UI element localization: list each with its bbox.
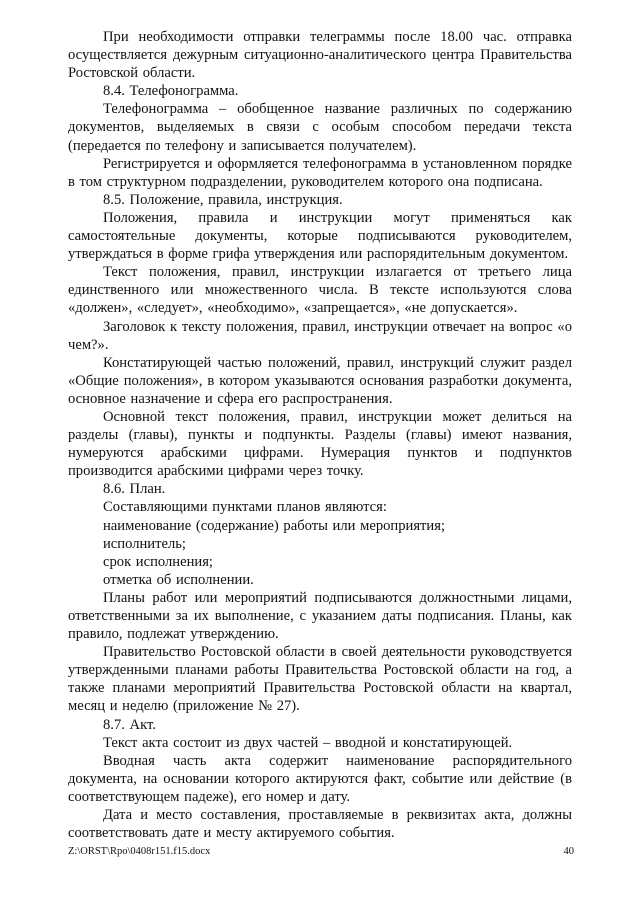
list-item: отметка об исполнении. <box>103 571 254 588</box>
list-item: срок исполнения; <box>103 553 213 570</box>
paragraph: Основной текст положения, правил, инструкции может делиться на разделы (главы), пункты и подпункты. Разделы (главы) имеют названия, нумеруются арабскими цифрами. Нумерация пунктов и подпунктов производится арабскими цифрами через точку. <box>68 408 572 480</box>
section-heading: 8.4. Телефонограмма. <box>103 83 239 100</box>
list-item: наименование (содержание) работы или мероприятия; <box>103 517 445 534</box>
paragraph: Телефонограмма – обобщенное название различных по содержанию документов, выделяемых в связи с особым способом передачи текста (передается по телефону и записывается получателем). <box>68 101 572 154</box>
paragraph: Положения, правила и инструкции могут применяться как самостоятельные документы, которые подписываются руководителем, утверждаться в форме грифа утверждения или распорядительным документом. <box>68 209 572 263</box>
section-heading: 8.5. Положение, правила, инструкция. <box>103 191 343 208</box>
section-heading: 8.6. План. <box>103 481 166 498</box>
paragraph: Дата и место составления, проставляемые в реквизитах акта, должны соответствовать дате и месту актируемого события. <box>68 807 572 842</box>
document-body <box>68 28 572 842</box>
paragraph: При необходимости отправки телеграммы после 18.00 час. отправка осуществляется дежурным ситуационно-аналитического центра Правительства Ростовской области. <box>68 29 572 82</box>
list-item: исполнитель; <box>103 535 186 552</box>
paragraph: Вводная часть акта содержит наименование распорядительного документа, на основании которого актируются факт, событие или действие (в соответствующем падеже), его номер и дату. <box>68 752 572 805</box>
paragraph: Регистрируется и оформляется телефонограмма в установленном порядке в том структурном подразделении, руководителем которого она подписана. <box>68 155 572 190</box>
paragraph: Составляющими пунктами планов являются: <box>103 499 387 516</box>
paragraph: Планы работ или мероприятий подписываются должностными лицами, ответственными за их выполнение, с указанием даты подписания. Планы, как правило, подлежат утверждению. <box>68 589 572 643</box>
footer-file-path: Z:\ORST\Rpo\0408r151.f15.docx <box>68 846 211 857</box>
paragraph: Правительство Ростовской области в своей деятельности руководствуется утвержденными планами работы Правительства Ростовской области на год, а также планами мероприятий Правительства Ростовской области на квартал, месяц и неделю (приложение № 27). <box>68 644 572 715</box>
section-heading: 8.7. Акт. <box>103 716 156 733</box>
page-footer <box>68 846 574 857</box>
paragraph: Заголовок к тексту положения, правил, инструкции отвечает на вопрос «о чем?». <box>68 318 572 353</box>
footer-page-number: 40 <box>563 846 574 857</box>
paragraph: Констатирующей частью положений, правил, инструкций служит раздел «Общие положения», в котором указываются основания разработки документа, основное назначение и сфера его распространения. <box>68 354 572 407</box>
paragraph: Текст положения, правил, инструкции излагается от третьего лица единственного или множественного числа. В тексте используются слова «должен», «следует», «необходимо», «запрещается», «не допускается». <box>68 264 572 317</box>
paragraph: Текст акта состоит из двух частей – вводной и констатирующей. <box>103 734 513 751</box>
